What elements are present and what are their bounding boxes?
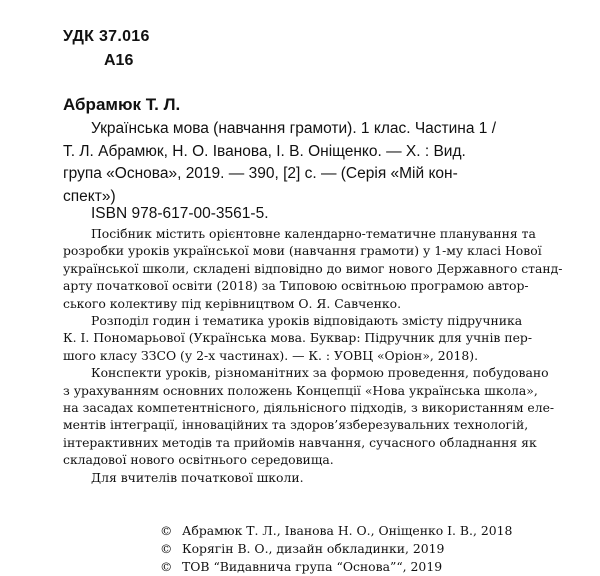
copyright-line (160, 522, 512, 540)
annotation-line: складової нового освітнього середовища. (63, 452, 334, 468)
catalog-description (63, 118, 551, 208)
copyright-symbol: © (160, 523, 173, 538)
copyright-line (160, 540, 512, 558)
copyright-symbol: © (160, 541, 173, 556)
annotation-line: Конспекти уроків, різноманітних за формою проведення, побудовано (91, 365, 549, 381)
copyright-text: ТОВ “Видавнича група “Основа”“, 2019 (182, 559, 443, 574)
author-code: А16 (104, 52, 134, 69)
annotation-line: на засадах компетентнісного, діяльнісного підходів, з використанням еле- (63, 400, 555, 416)
copyright-text: Абрамюк Т. Л., Іванова Н. О., Оніщенко І. В., 2018 (182, 523, 513, 538)
copyright-block (160, 522, 512, 576)
isbn: ISBN 978-617-00-3561-5. (91, 205, 269, 222)
annotation-line: української школи, складені відповідно до вимог нового Державного станд- (63, 260, 563, 276)
catalog-line: група «Основа», 2019. — 390, [2] с. — (Серія «Мій кон- (63, 165, 458, 182)
annotation-line: Для вчителів початкової школи. (91, 469, 304, 485)
catalog-line: Українська мова (навчання грамоти). 1 клас. Частина 1 / (91, 120, 497, 137)
annotation-line: Розподіл годин і тематика уроків відповідають змісту підручника (91, 313, 523, 329)
copyright-symbol: © (160, 559, 173, 574)
annotation-line: розробки уроків української мови (навчання грамоти) у 1-му класі Нової (63, 243, 542, 259)
catalog-line: Т. Л. Абрамюк, Н. О. Іванова, І. В. Оніщенко. — Х. : Вид. (63, 142, 466, 160)
annotation-line: шого класу ЗЗСО (у 2-х частинах). — К. : УОВЦ «Оріон», 2018). (63, 347, 479, 363)
annotation-line: інтерактивних методів та прийомів навчання, сучасного обладнання як (63, 434, 537, 450)
catalog-line: спект») (63, 187, 116, 205)
annotation-line: ського колективу під керівництвом О. Я. Савченко. (63, 295, 402, 311)
copyright-line (160, 558, 512, 576)
annotation-line: ментів інтеграції, інноваційних та здоров’язберезувальних технологій, (63, 417, 529, 433)
author-heading: Абрамюк Т. Л. (63, 95, 181, 114)
annotation-line: з урахуванням основних положень Концепції «Нова українська школа», (63, 382, 538, 398)
copyright-text: Корягін В. О., дизайн обкладинки, 2019 (182, 541, 445, 556)
annotation-line: Посібник містить орієнтовне календарно-тематичне планування та (91, 226, 536, 241)
annotation-text (63, 225, 563, 486)
udc-code: УДК 37.016 (63, 28, 150, 45)
annotation-line: арту початкової освіти (2018) за Типовою освітньою програмою автор- (63, 278, 529, 294)
annotation-line: К. І. Пономарьової (Українська мова. Буквар: Підручник для учнів пер- (63, 330, 533, 346)
